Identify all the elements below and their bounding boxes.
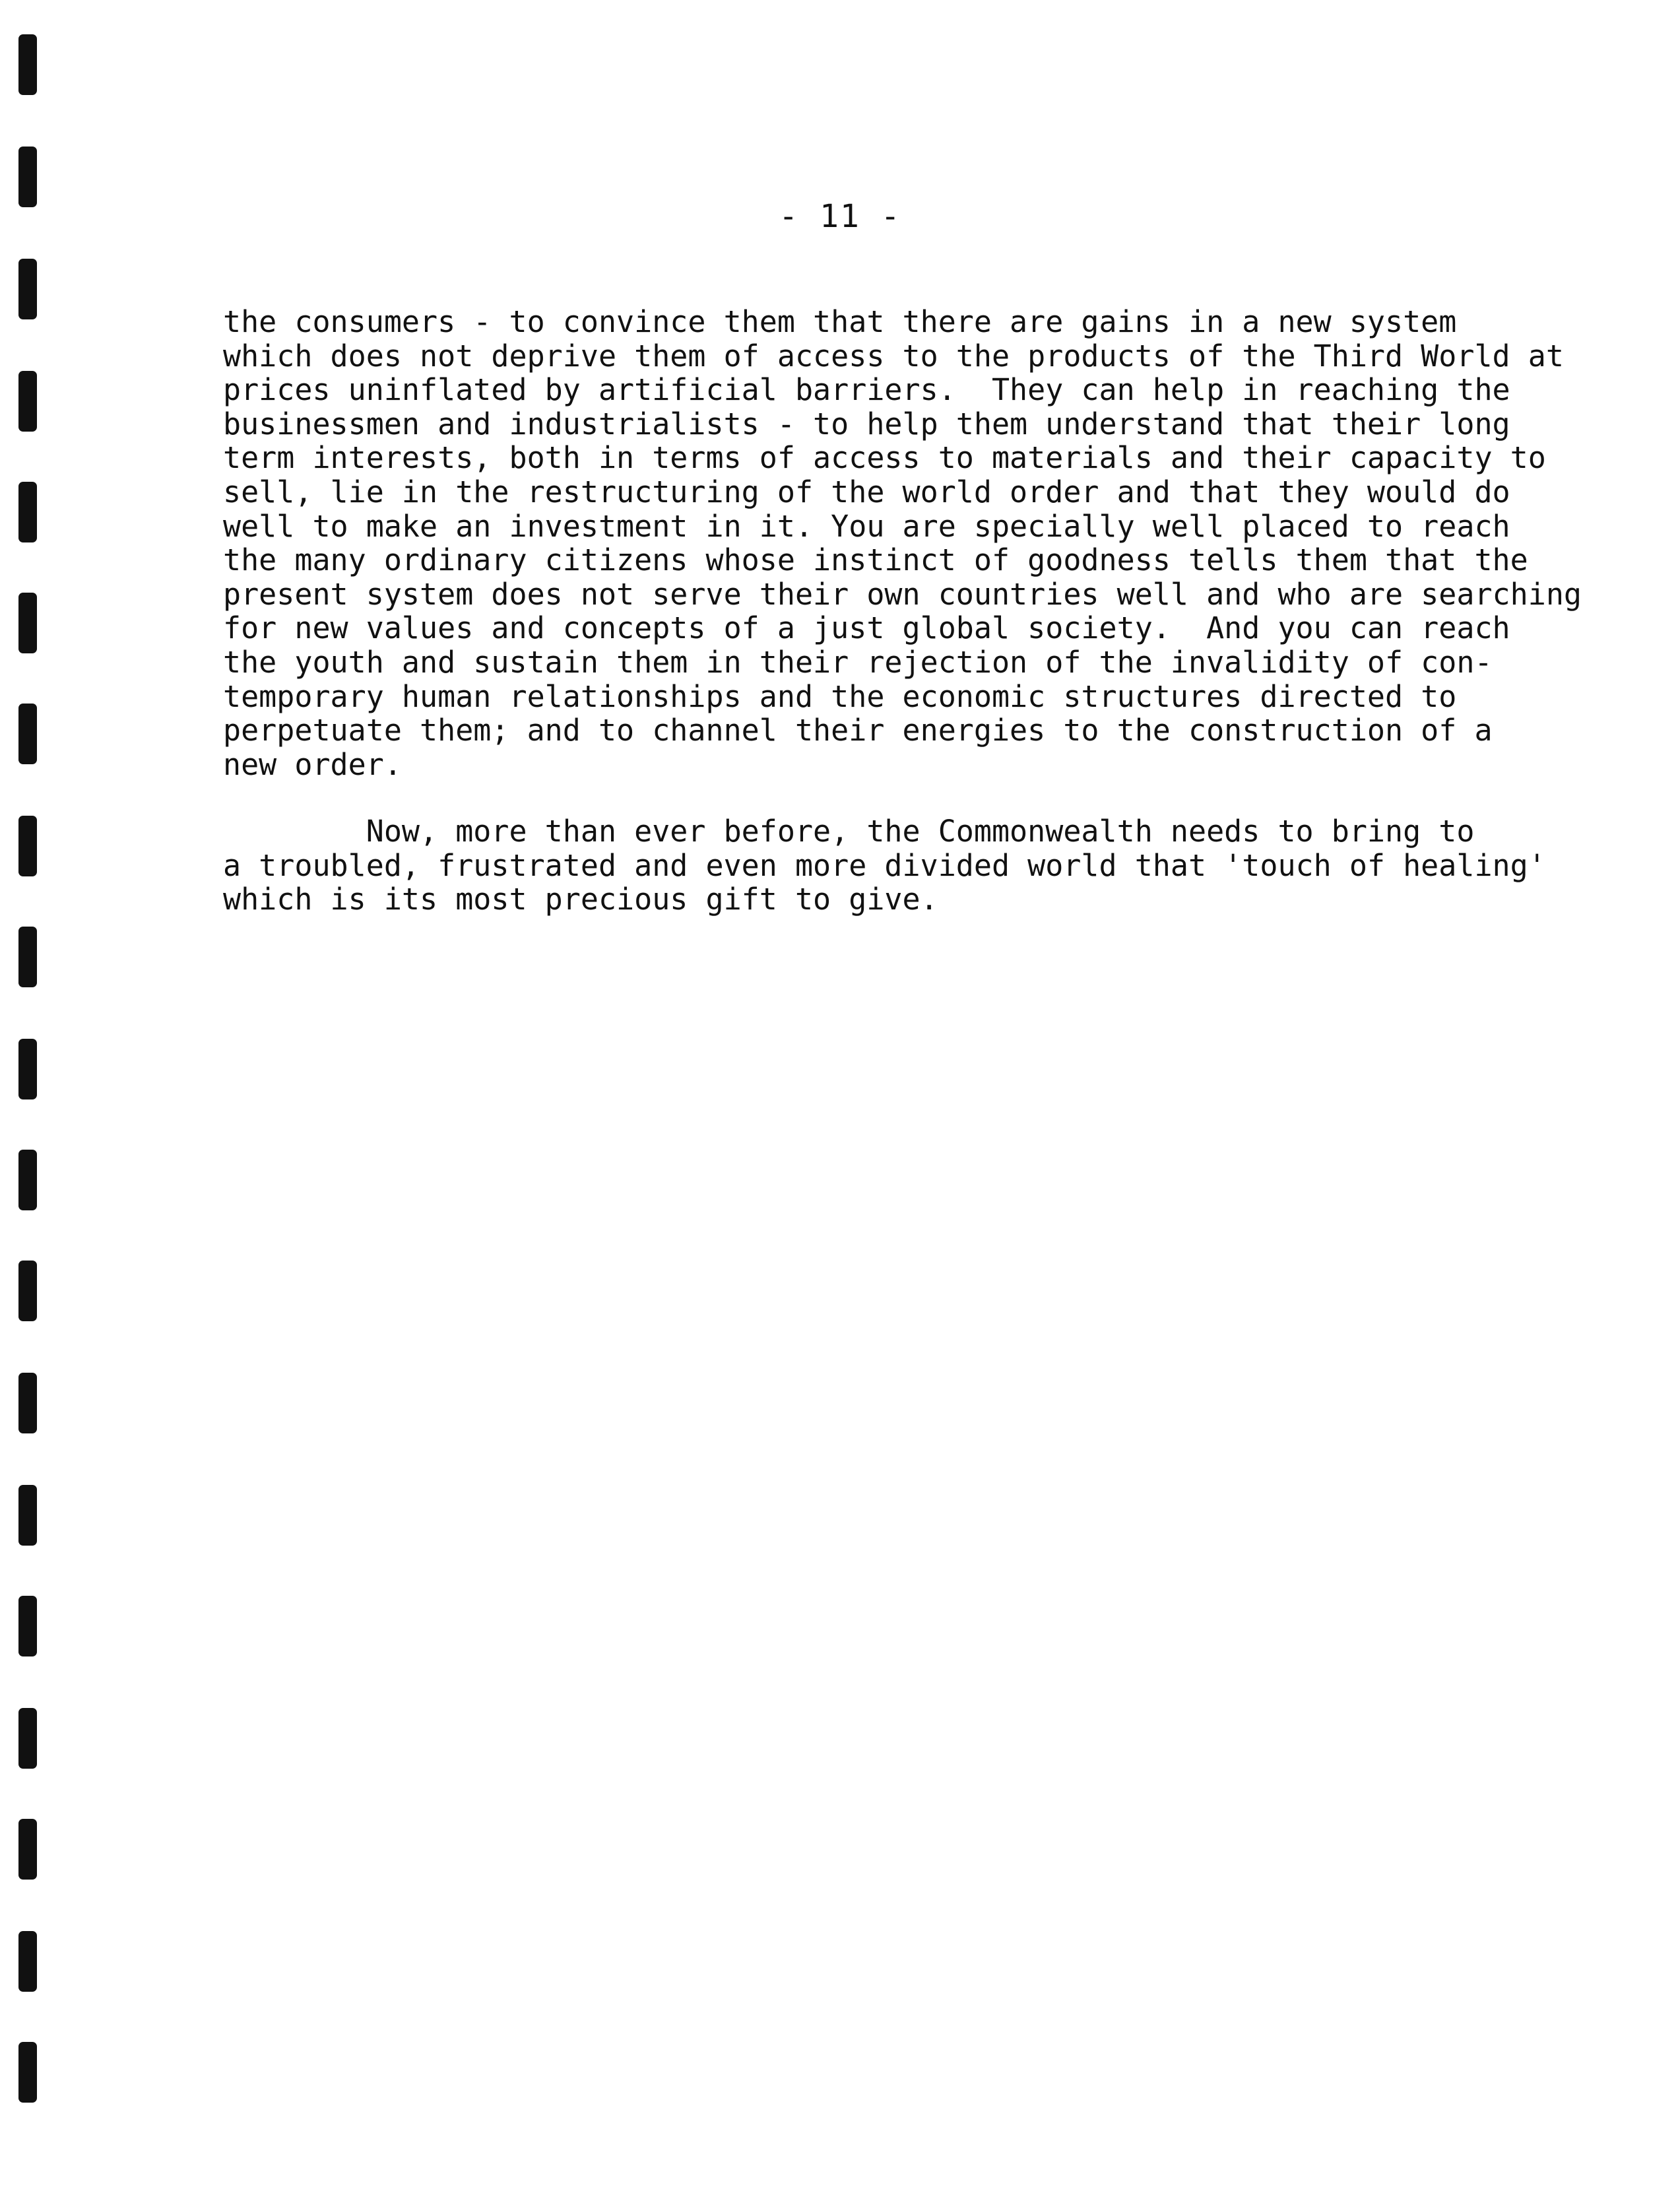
punch-hole	[18, 2042, 37, 2103]
text-line: the many ordinary citizens whose instinct of goodness tells them that the	[223, 542, 1528, 578]
text-line: businessmen and industrialists - to help them understand that their long	[223, 406, 1510, 442]
text-line: well to make an investment in it. You are specially well placed to reach	[223, 508, 1510, 544]
text-line: the youth and sustain them in their rejection of the invalidity of con-	[223, 644, 1493, 680]
page-number: - 11 -	[779, 198, 901, 235]
text-line: for new values and concepts of a just global society. And you can reach	[223, 610, 1510, 646]
text-line: term interests, both in terms of access to materials and their capacity to	[223, 440, 1546, 476]
punch-hole	[18, 704, 37, 764]
punch-hole-strip	[9, 0, 49, 2197]
punch-hole	[18, 1039, 37, 1099]
body-paragraph	[223, 814, 1546, 917]
text-line: a troubled, frustrated and even more divided world that 'touch of healing'	[223, 847, 1546, 883]
punch-hole	[18, 593, 37, 653]
body-paragraph	[223, 304, 1582, 782]
punch-hole	[18, 816, 37, 876]
punch-hole	[18, 1150, 37, 1210]
punch-hole	[18, 1485, 37, 1546]
punch-hole	[18, 259, 37, 319]
text-line: Now, more than ever before, the Commonwealth needs to bring to	[223, 814, 1475, 849]
text-line: sell, lie in the restructuring of the world order and that they would do	[223, 474, 1510, 509]
punch-hole	[18, 1373, 37, 1433]
text-line: which is its most precious gift to give.	[223, 882, 938, 917]
text-line: present system does not serve their own countries well and who are searching	[223, 576, 1582, 612]
punch-hole	[18, 482, 37, 542]
punch-hole	[18, 1819, 37, 1880]
text-line: which does not deprive them of access to the products of the Third World at	[223, 338, 1564, 374]
text-line: the consumers - to convince them that there are gains in a new system	[223, 304, 1457, 339]
punch-hole	[18, 1931, 37, 1992]
text-line: prices uninflated by artificial barriers. They can help in reaching the	[223, 372, 1510, 408]
text-line: new order.	[223, 746, 402, 782]
punch-hole	[18, 1708, 37, 1769]
punch-hole	[18, 371, 37, 432]
punch-hole	[18, 1261, 37, 1321]
punch-hole	[18, 34, 37, 95]
text-line: temporary human relationships and the economic structures directed to	[223, 678, 1457, 714]
text-line: perpetuate them; and to channel their energies to the construction of a	[223, 713, 1493, 748]
punch-hole	[18, 1596, 37, 1656]
punch-hole	[18, 927, 37, 987]
